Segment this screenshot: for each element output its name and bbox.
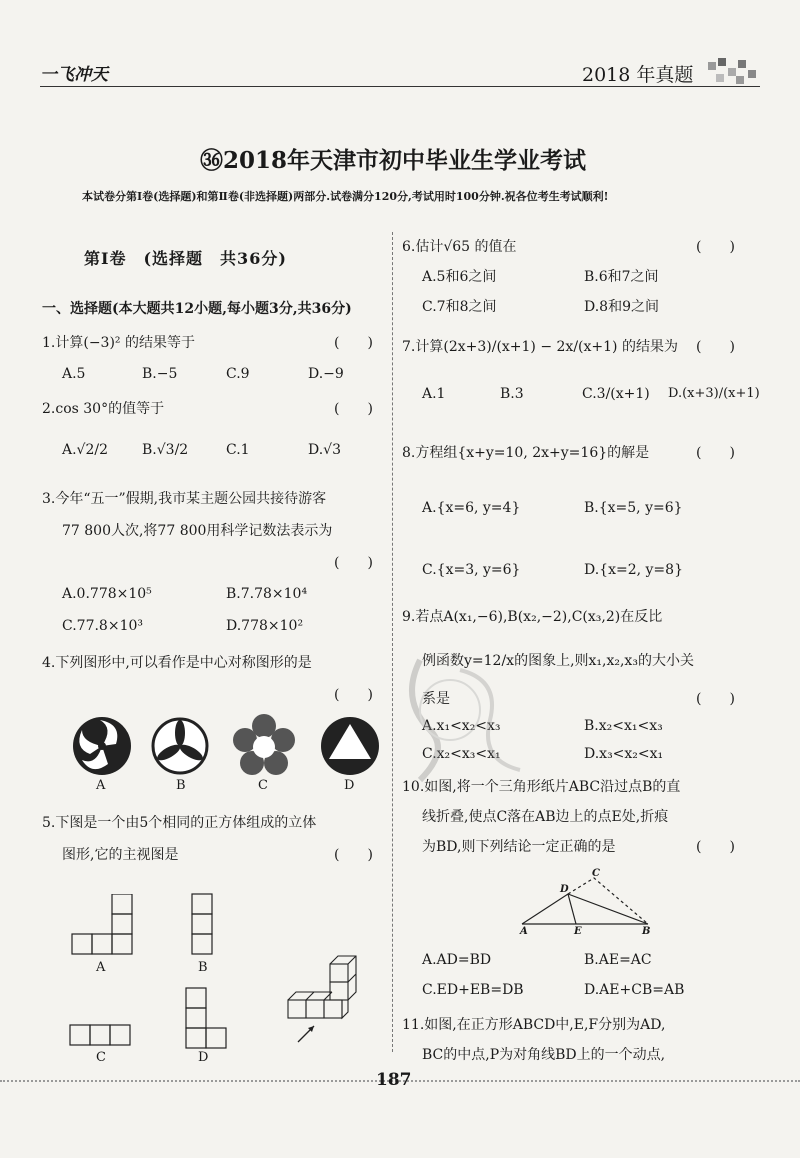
- q3-option-d[interactable]: D.778×10²: [226, 618, 304, 634]
- q5-stem-line2: 图形,它的主视图是: [62, 847, 179, 863]
- q7-stem: 7.计算(2x+3)/(x+1) − 2x/(x+1) 的结果为: [402, 339, 678, 355]
- q9-option-a[interactable]: A.x₁<x₂<x₃: [422, 718, 501, 734]
- section-title: 第Ⅰ卷 (选择题 共36分): [84, 249, 287, 268]
- q5-label-b: B: [198, 960, 208, 975]
- q4-label-b: B: [176, 778, 186, 793]
- q8-answer-paren[interactable]: ( ): [696, 445, 735, 461]
- q10-option-a[interactable]: A.AD=BD: [422, 952, 492, 968]
- q7-option-c[interactable]: C.3/(x+1): [582, 386, 650, 402]
- q10-point-a: A: [520, 926, 528, 937]
- q1-stem: 1.计算(−3)² 的结果等于: [42, 335, 195, 351]
- q1-option-d[interactable]: D.−9: [308, 366, 344, 382]
- q1-answer-paren[interactable]: ( ): [334, 335, 373, 351]
- q9-option-b[interactable]: B.x₂<x₁<x₃: [584, 718, 663, 734]
- q10-point-c: C: [592, 868, 600, 879]
- q7-option-a[interactable]: A.1: [422, 386, 446, 402]
- q3-stem-line2: 77 800人次,将77 800用科学记数法表示为: [62, 523, 333, 539]
- q8-option-a[interactable]: A.{x=6, y=4}: [422, 500, 521, 516]
- q3-stem-line1: 3.今年“五一”假期,我市某主题公园共接待游客: [42, 491, 327, 507]
- q2-option-d[interactable]: D.√3: [308, 442, 342, 458]
- q5-label-c: C: [96, 1050, 106, 1065]
- q10-option-c[interactable]: C.ED+EB=DB: [422, 982, 524, 998]
- q5-stem-line1: 5.下图是一个由5个相同的正方体组成的立体: [42, 815, 317, 831]
- q6-option-d[interactable]: D.8和9之间: [584, 299, 659, 315]
- watermark-logo: [390, 640, 540, 800]
- q6-option-a[interactable]: A.5和6之间: [422, 269, 497, 285]
- q1-option-b[interactable]: B.−5: [142, 366, 178, 382]
- q5-answer-paren[interactable]: ( ): [334, 847, 373, 863]
- q9-option-d[interactable]: D.x₃<x₂<x₁: [584, 746, 664, 762]
- q7-option-b[interactable]: B.3: [500, 386, 524, 402]
- q4-figure-d[interactable]: [318, 714, 382, 778]
- q2-option-b[interactable]: B.√3/2: [142, 442, 189, 458]
- q4-figure-c[interactable]: [232, 714, 296, 778]
- q3-option-b[interactable]: B.7.78×10⁴: [226, 586, 308, 602]
- q10-stem-line1: 10.如图,将一个三角形纸片ABC沿过点B的直: [402, 779, 681, 795]
- q10-option-b[interactable]: B.AE=AC: [584, 952, 652, 968]
- exam-notice: 本试卷分第Ⅰ卷(选择题)和第Ⅱ卷(非选择题)两部分.试卷满分120分,考试用时100分钟.祝各位考生考试顺利!: [82, 190, 609, 203]
- q3-answer-paren[interactable]: ( ): [334, 555, 373, 571]
- q10-point-b: B: [642, 926, 651, 937]
- q2-stem: 2.cos 30°的值等于: [42, 401, 165, 417]
- q9-stem-line2: 例函数y=12/x的图象上,则x₁,x₂,x₃的大小关: [422, 653, 694, 669]
- q9-stem-line1: 9.若点A(x₁,−6),B(x₂,−2),C(x₃,2)在反比: [402, 609, 663, 625]
- q4-answer-paren[interactable]: ( ): [334, 687, 373, 703]
- header-tile-decoration: [708, 58, 760, 86]
- q7-answer-paren[interactable]: ( ): [696, 339, 735, 355]
- part-heading: 一、选择题(本大题共12小题,每小题3分,共36分): [42, 301, 352, 317]
- q3-option-c[interactable]: C.77.8×10³: [62, 618, 143, 634]
- q10-point-d: D: [560, 884, 569, 895]
- exam-title: ㊱2018年天津市初中毕业生学业考试: [200, 147, 587, 174]
- q4-stem: 4.下列图形中,可以看作是中心对称图形的是: [42, 655, 312, 671]
- q9-answer-paren[interactable]: ( ): [696, 691, 735, 707]
- q2-answer-paren[interactable]: ( ): [334, 401, 373, 417]
- q7-option-d[interactable]: D.(x+3)/(x+1): [668, 386, 760, 401]
- q9-stem-line3: 系是: [422, 691, 450, 707]
- q8-option-c[interactable]: C.{x=3, y=6}: [422, 562, 521, 578]
- q11-stem-line1: 11.如图,在正方形ABCD中,E,F分别为AD,: [402, 1017, 666, 1033]
- q10-triangle-figure: [514, 868, 660, 940]
- q2-option-a[interactable]: A.√2/2: [62, 442, 109, 458]
- page-number: 187: [376, 1070, 412, 1090]
- q11-stem-line2: BC的中点,P为对角线BD上的一个动点,: [422, 1047, 666, 1063]
- q1-option-a[interactable]: A.5: [62, 366, 86, 382]
- q8-option-d[interactable]: D.{x=2, y=8}: [584, 562, 683, 578]
- q4-label-d: D: [344, 778, 355, 793]
- q10-point-e: E: [574, 926, 582, 937]
- q8-option-b[interactable]: B.{x=5, y=6}: [584, 500, 683, 516]
- q5-label-a: A: [96, 960, 106, 975]
- q1-option-c[interactable]: C.9: [226, 366, 250, 382]
- q10-stem-line2: 线折叠,使点C落在AB边上的点E处,折痕: [422, 809, 669, 825]
- q6-option-b[interactable]: B.6和7之间: [584, 269, 659, 285]
- q4-figure-a[interactable]: [70, 714, 134, 778]
- q10-answer-paren[interactable]: ( ): [696, 839, 735, 855]
- q5-solid-figure: [284, 938, 364, 1048]
- q5-figure-a[interactable]: [70, 894, 134, 956]
- header-rule: [40, 86, 760, 87]
- q5-figure-d[interactable]: [184, 986, 228, 1050]
- q4-figure-b[interactable]: [150, 716, 210, 776]
- q2-option-c[interactable]: C.1: [226, 442, 250, 458]
- q6-option-c[interactable]: C.7和8之间: [422, 299, 497, 315]
- q9-option-c[interactable]: C.x₂<x₃<x₁: [422, 746, 501, 762]
- q4-label-c: C: [258, 778, 268, 793]
- q5-label-d: D: [198, 1050, 209, 1065]
- q5-figure-b[interactable]: [190, 892, 214, 956]
- q8-stem: 8.方程组{x+y=10, 2x+y=16}的解是: [402, 445, 650, 461]
- q5-figure-c[interactable]: [68, 1022, 134, 1048]
- series-logo: 一飞冲天: [40, 65, 108, 85]
- q10-option-d[interactable]: D.AE+CB=AB: [584, 982, 685, 998]
- header-year-label: 2018 年真题: [582, 64, 694, 86]
- q10-stem-line3: 为BD,则下列结论一定正确的是: [422, 839, 616, 855]
- q6-stem: 6.估计√65 的值在: [402, 239, 517, 255]
- q3-option-a[interactable]: A.0.778×10⁵: [62, 586, 152, 602]
- q4-label-a: A: [96, 778, 106, 793]
- q6-answer-paren[interactable]: ( ): [696, 239, 735, 255]
